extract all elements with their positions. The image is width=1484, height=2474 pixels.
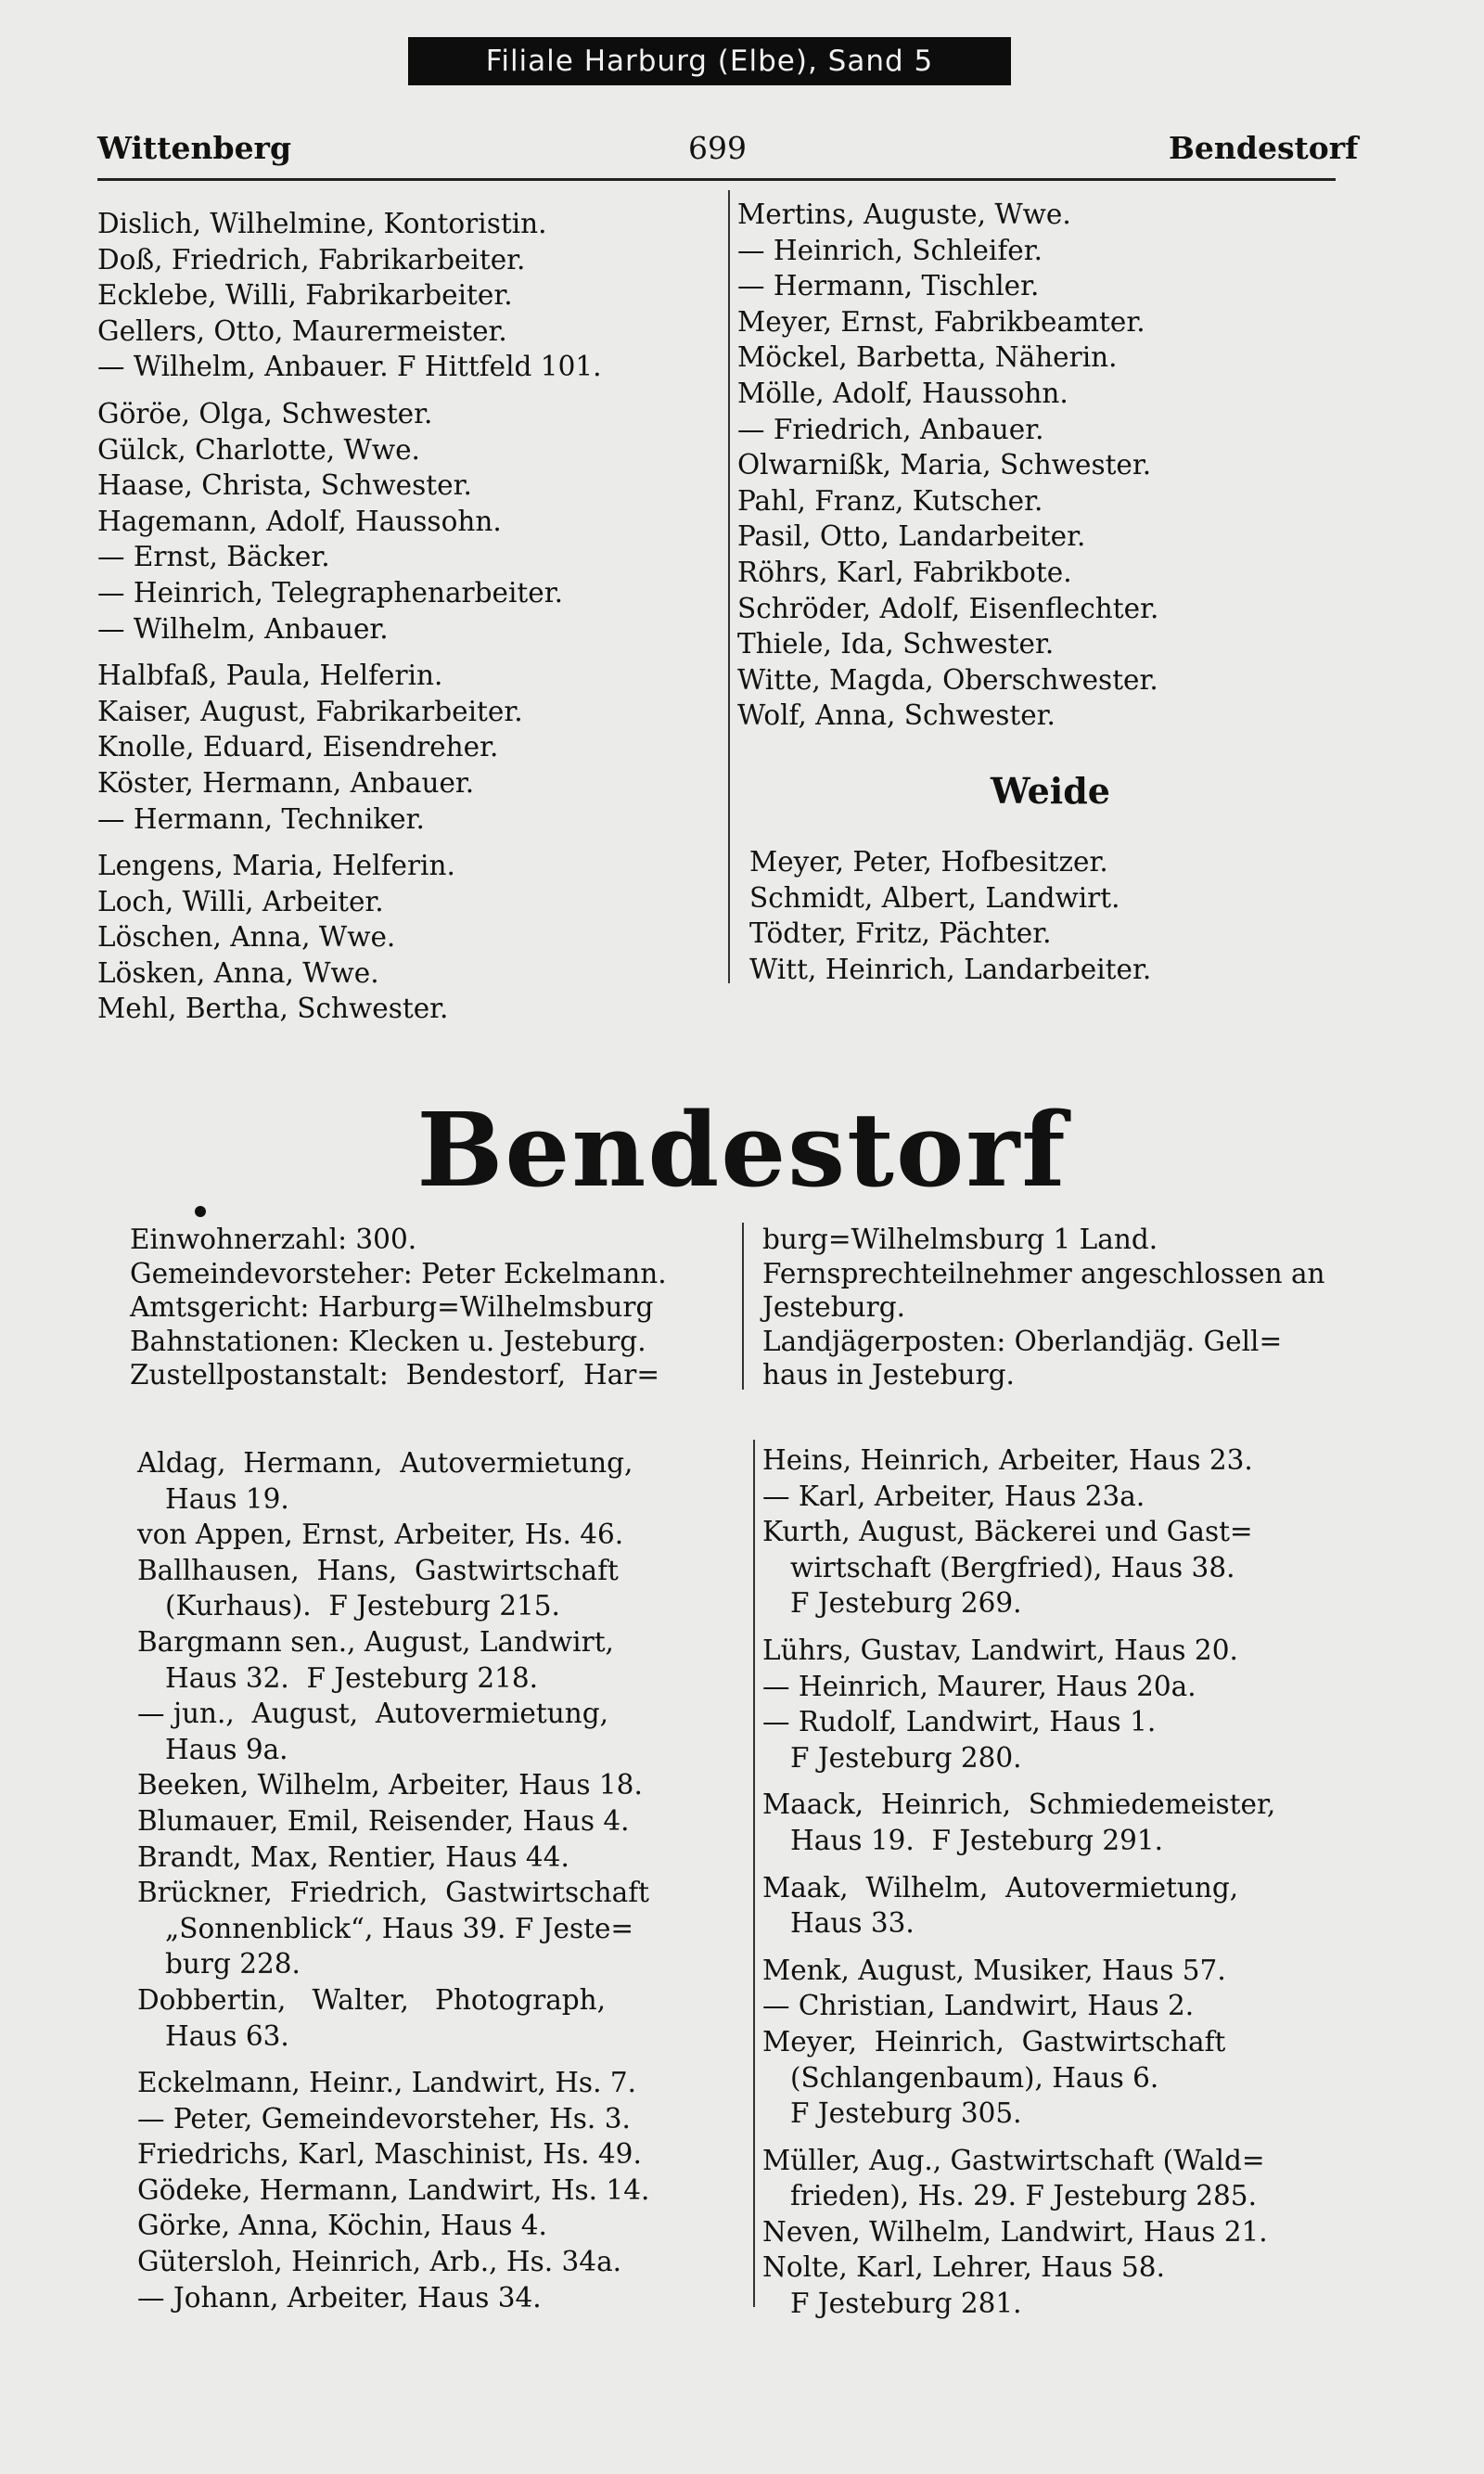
directory-entry: F Jesteburg 280. bbox=[790, 1741, 1022, 1774]
directory-entry: Einwohnerzahl: 300. bbox=[130, 1224, 417, 1255]
directory-entry: — Wilhelm, Anbauer. F Hittfeld 101. bbox=[97, 351, 602, 383]
directory-entry: Hagemann, Adolf, Haussohn. bbox=[97, 505, 502, 537]
entry-gap bbox=[97, 385, 602, 396]
directory-entry: Mertins, Auguste, Wwe. bbox=[737, 199, 1071, 230]
entry-gap bbox=[97, 647, 602, 658]
directory-entry: frieden), Hs. 29. F Jesteburg 285. bbox=[790, 2180, 1257, 2212]
directory-entry: „Sonnenblick“, Haus 39. F Jeste= bbox=[165, 1912, 634, 1944]
directory-entry: Menk, August, Musiker, Haus 57. bbox=[762, 1954, 1226, 1986]
page-number: 699 bbox=[688, 130, 747, 166]
directory-entry: (Schlangenbaum), Haus 6. bbox=[790, 2061, 1159, 2094]
directory-entry: Brückner, Friedrich, Gastwirtschaft bbox=[137, 1877, 649, 1909]
bendestorf-left-column bbox=[137, 1445, 649, 2315]
directory-entry: Thiele, Ida, Schwester. bbox=[737, 628, 1055, 660]
directory-entry: — Ernst, Bäcker. bbox=[97, 541, 330, 573]
entry-gap bbox=[762, 1775, 1275, 1787]
directory-entry: Tödter, Fritz, Pächter. bbox=[749, 917, 1052, 950]
directory-entry: Maack, Heinrich, Schmiedemeister, bbox=[762, 1788, 1276, 1821]
directory-entry: Neven, Wilhelm, Landwirt, Haus 21. bbox=[762, 2215, 1268, 2248]
bendestorf-right-column bbox=[762, 1442, 1275, 2322]
column-divider-info bbox=[742, 1223, 744, 1390]
directory-entry: Gülck, Charlotte, Wwe. bbox=[97, 433, 420, 466]
directory-entry: Haus 33. bbox=[790, 1907, 915, 1940]
directory-entry: Haus 32. F Jesteburg 218. bbox=[165, 1661, 539, 1694]
directory-entry: F Jesteburg 281. bbox=[790, 2288, 1022, 2320]
directory-entry: Gütersloh, Heinrich, Arb., Hs. 34a. bbox=[137, 2246, 622, 2278]
directory-entry: Jesteburg. bbox=[762, 1291, 905, 1323]
directory-entry: Zustellpostanstalt: Bendestorf, Har= bbox=[130, 1359, 660, 1391]
directory-entry: Ballhausen, Hans, Gastwirtschaft bbox=[137, 1554, 619, 1586]
directory-entry: Lösken, Anna, Wwe. bbox=[97, 956, 379, 989]
entry-gap bbox=[137, 2054, 649, 2065]
directory-entry: Witte, Magda, Oberschwester. bbox=[737, 663, 1158, 696]
directory-entry: Maak, Wilhelm, Autovermietung, bbox=[762, 1871, 1239, 1904]
running-head-left: Wittenberg bbox=[97, 130, 292, 166]
directory-entry: Aldag, Hermann, Autovermietung, bbox=[137, 1447, 633, 1479]
info-right-column bbox=[762, 1223, 1325, 1392]
wittenberg-right-column bbox=[737, 197, 1158, 734]
directory-entry: — jun., August, Autovermietung, bbox=[137, 1698, 608, 1730]
directory-entry: Wolf, Anna, Schwester. bbox=[737, 699, 1055, 732]
directory-entry: Haus 19. F Jesteburg 291. bbox=[790, 1824, 1164, 1856]
directory-entry: Dislich, Wilhelmine, Kontoristin. bbox=[97, 208, 547, 239]
directory-entry: Haus 9a. bbox=[165, 1733, 288, 1765]
directory-entry: Dobbertin, Walter, Photograph, bbox=[137, 1983, 607, 2016]
directory-entry: — Friedrich, Anbauer. bbox=[737, 413, 1044, 445]
directory-entry: Bahnstationen: Klecken u. Jesteburg. bbox=[130, 1325, 646, 1357]
entry-gap bbox=[762, 2132, 1275, 2143]
directory-entry: Meyer, Heinrich, Gastwirtschaft bbox=[762, 2025, 1226, 2057]
weide-column bbox=[749, 844, 1151, 987]
directory-entry: — Rudolf, Landwirt, Haus 1. bbox=[762, 1706, 1157, 1738]
directory-entry: Knolle, Eduard, Eisendreher. bbox=[97, 731, 499, 763]
entry-gap bbox=[97, 837, 602, 848]
directory-entry: Blumauer, Emil, Reisender, Haus 4. bbox=[137, 1804, 630, 1837]
entry-gap bbox=[762, 1622, 1275, 1633]
entry-gap bbox=[762, 1942, 1275, 1953]
column-divider-bottom bbox=[753, 1440, 755, 2307]
directory-entry: — Johann, Arbeiter, Haus 34. bbox=[137, 2281, 542, 2314]
directory-entry: Brandt, Max, Rentier, Haus 44. bbox=[137, 1840, 569, 1873]
directory-entry: (Kurhaus). F Jesteburg 215. bbox=[165, 1590, 560, 1622]
directory-entry: Schröder, Adolf, Eisenflechter. bbox=[737, 592, 1159, 624]
directory-entry: Kaiser, August, Fabrikarbeiter. bbox=[97, 695, 523, 727]
directory-entry: Löschen, Anna, Wwe. bbox=[97, 921, 396, 954]
directory-entry: Haus 63. bbox=[165, 2019, 289, 2052]
directory-entry: Doß, Friedrich, Fabrikarbeiter. bbox=[97, 243, 526, 276]
directory-entry: — Peter, Gemeindevorsteher, Hs. 3. bbox=[137, 2102, 631, 2134]
directory-entry: von Appen, Ernst, Arbeiter, Hs. 46. bbox=[137, 1519, 624, 1551]
directory-entry: Friedrichs, Karl, Maschinist, Hs. 49. bbox=[137, 2138, 642, 2171]
directory-entry: Kurth, August, Bäckerei und Gast= bbox=[762, 1516, 1253, 1548]
directory-entry: Witt, Heinrich, Landarbeiter. bbox=[749, 953, 1152, 985]
entry-gap bbox=[762, 1859, 1275, 1870]
directory-entry: haus in Jesteburg. bbox=[762, 1359, 1015, 1391]
directory-entry: Meyer, Ernst, Fabrikbeamter. bbox=[737, 305, 1145, 338]
directory-entry: Beeken, Wilhelm, Arbeiter, Haus 18. bbox=[137, 1769, 643, 1801]
directory-entry: Müller, Aug., Gastwirtschaft (Wald= bbox=[762, 2144, 1265, 2176]
directory-entry: — Karl, Arbeiter, Haus 23a. bbox=[762, 1480, 1145, 1512]
directory-entry: F Jesteburg 305. bbox=[790, 2097, 1022, 2130]
directory-entry: Görke, Anna, Köchin, Haus 4. bbox=[137, 2210, 547, 2242]
directory-entry: Gemeindevorsteher: Peter Eckelmann. bbox=[130, 1257, 667, 1289]
directory-entry: Amtsgericht: Harburg=Wilhelmsburg bbox=[130, 1291, 654, 1323]
directory-entry: F Jesteburg 269. bbox=[790, 1587, 1022, 1620]
directory-entry: — Wilhelm, Anbauer. bbox=[97, 612, 389, 645]
directory-entry: Haus 19. bbox=[165, 1482, 289, 1515]
directory-entry: Pahl, Franz, Kutscher. bbox=[737, 484, 1043, 517]
directory-entry: Lengens, Maria, Helferin. bbox=[97, 850, 455, 882]
header-rule bbox=[97, 178, 1336, 181]
directory-entry: Ecklebe, Willi, Fabrikarbeiter. bbox=[97, 279, 513, 312]
directory-entry: — Hermann, Tischler. bbox=[737, 270, 1040, 302]
directory-entry: — Heinrich, Telegraphenarbeiter. bbox=[97, 576, 563, 609]
info-left-column bbox=[130, 1223, 667, 1392]
directory-entry: burg 228. bbox=[165, 1948, 301, 1980]
directory-entry: Eckelmann, Heinr., Landwirt, Hs. 7. bbox=[137, 2067, 636, 2099]
directory-entry: — Heinrich, Maurer, Haus 20a. bbox=[762, 1670, 1196, 1702]
directory-entry: Halbfaß, Paula, Helferin. bbox=[97, 660, 443, 692]
directory-entry: — Heinrich, Schleifer. bbox=[737, 234, 1043, 266]
ink-dot bbox=[195, 1206, 206, 1217]
directory-entry: Haase, Christa, Schwester. bbox=[97, 469, 472, 502]
directory-entry: — Christian, Landwirt, Haus 2. bbox=[762, 1990, 1195, 2022]
column-divider-top bbox=[728, 190, 730, 983]
directory-entry: Heins, Heinrich, Arbeiter, Haus 23. bbox=[762, 1444, 1253, 1476]
directory-entry: Fernsprechteilnehmer angeschlossen an bbox=[762, 1257, 1325, 1289]
directory-entry: Nolte, Karl, Lehrer, Haus 58. bbox=[762, 2251, 1165, 2284]
weide-heading: Weide bbox=[991, 770, 1110, 812]
directory-entry: Gellers, Otto, Maurermeister. bbox=[97, 314, 507, 347]
directory-entry: Pasil, Otto, Landarbeiter. bbox=[737, 520, 1086, 553]
directory-entry: Loch, Willi, Arbeiter. bbox=[97, 885, 384, 917]
directory-entry: Landjägerposten: Oberlandjäg. Gell= bbox=[762, 1325, 1283, 1357]
directory-entry: Olwarnißk, Maria, Schwester. bbox=[737, 449, 1152, 481]
directory-entry: Möckel, Barbetta, Näherin. bbox=[737, 341, 1118, 374]
directory-entry: Röhrs, Karl, Fabrikbote. bbox=[737, 556, 1072, 588]
section-title: Bendestorf bbox=[416, 1090, 1068, 1210]
directory-entry: burg=Wilhelmsburg 1 Land. bbox=[762, 1224, 1158, 1255]
directory-entry: Göröe, Olga, Schwester. bbox=[97, 397, 433, 429]
directory-entry: Mehl, Bertha, Schwester. bbox=[97, 993, 449, 1025]
branch-banner: Filiale Harburg (Elbe), Sand 5 bbox=[408, 37, 1011, 85]
directory-entry: Gödeke, Hermann, Landwirt, Hs. 14. bbox=[137, 2173, 650, 2206]
directory-entry: Schmidt, Albert, Landwirt. bbox=[749, 881, 1120, 914]
directory-entry: Lührs, Gustav, Landwirt, Haus 20. bbox=[762, 1634, 1238, 1666]
directory-entry: wirtschaft (Bergfried), Haus 38. bbox=[790, 1551, 1235, 1583]
directory-entry: Köster, Hermann, Anbauer. bbox=[97, 766, 475, 799]
directory-entry: — Hermann, Techniker. bbox=[97, 802, 425, 835]
wittenberg-left-column bbox=[97, 206, 602, 1027]
directory-entry: Meyer, Peter, Hofbesitzer. bbox=[749, 846, 1108, 878]
directory-entry: Mölle, Adolf, Haussohn. bbox=[737, 377, 1068, 409]
directory-entry: Bargmann sen., August, Landwirt, bbox=[137, 1625, 614, 1658]
running-head-right: Bendestorf bbox=[1169, 130, 1359, 166]
